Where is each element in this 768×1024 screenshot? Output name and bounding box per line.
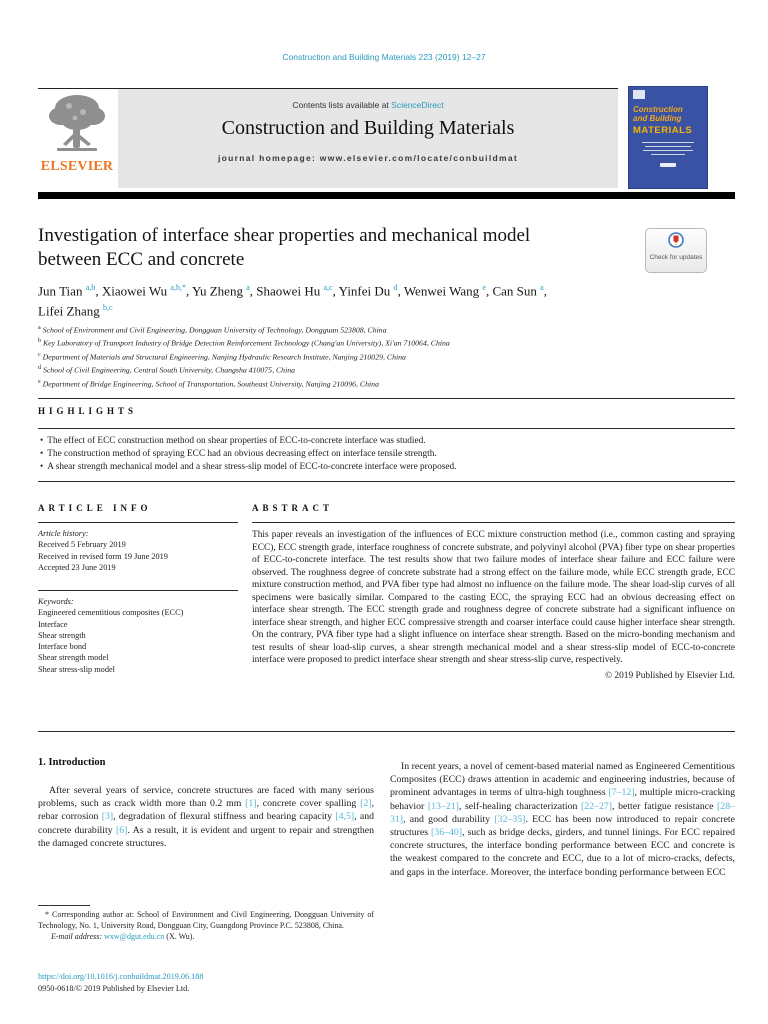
abstract-copyright: © 2019 Published by Elsevier Ltd. xyxy=(604,671,735,682)
check-for-updates-label: Check for updates xyxy=(649,254,703,261)
article-info-heading: ARTICLE INFO xyxy=(38,503,152,513)
elsevier-wordmark: ELSEVIER xyxy=(40,159,114,174)
cover-publisher-mark xyxy=(633,90,645,99)
issn-copyright-line: 0950-0618/© 2019 Published by Elsevier Ltd. xyxy=(38,984,190,993)
abstract-text: This paper reveals an investigation of the influences of ECC mixture construction method (i.e., common casting and spraying ECC), ECC strength grade, interface roughness of concrete substrate, and polyvinyl alcohol (PVA) fiber type on shear properties of ECC-to-concrete interface. The test results show that two failure modes of interface shear failure and ECC failure were observed. The roughness degree of concrete substrate had a strong effect on the failure mode, while ECC strength grade, ECC mixture construction method, and PVA fiber type had almost no influence on the failure mode. The shear load-slip curves of all specimens were basically similar. Compared to the casting ECC, the spraying ECC had an obvious decreasing effect on interface shear strength. The ECC strength grade and roughness degree of concrete substrate had a significant influence on interface shear strength, and higher ECC compressive strength and coarser interface could cause higher interface shear strength. On the contrary, PVA fiber type had a slight influence on interface shear strength. Based on the micro-bonding mechanism and test results of shear load-slip curves, a shear strength mechanical model and a shear stress-slip model of ECC-to-concrete interface were proposed to predict interface shear strength and shear stress-slip curve, respectively. © 2019 Published by Elsevier Ltd. xyxy=(252,530,735,682)
keyword: Shear strength model xyxy=(38,653,109,663)
history-line: Received in revised form 19 June 2019 xyxy=(38,551,168,561)
keyword: Engineered cementitious composites (ECC) xyxy=(38,608,184,618)
highlights-list xyxy=(40,435,730,474)
running-head-citation: Construction and Building Materials 223 (2019) 12–27 xyxy=(282,52,486,62)
article-history xyxy=(38,528,243,573)
affiliation-line: $^c$ Department of Materials and Structural Engineering, Nanjing Hydraulic Research Institute, Nanjing 210029, China xyxy=(38,351,406,362)
affiliation-line: $^b$ Key Laboratory of Transport Industry of Bridge Detection Reinforcement Technology (Chang'an University), Xi'an 710064, China xyxy=(38,338,450,348)
affiliation-line: $^d$ School of Civil Engineering, Central South University, Changsha 410075, China xyxy=(38,365,296,375)
keyword: Shear strength xyxy=(38,630,86,640)
affiliation-line: $^e$ Department of Bridge Engineering, School of Transportation, Southeast University, Nanjing 210096, China xyxy=(38,378,379,389)
keyword: Shear stress-slip model xyxy=(38,664,115,674)
cover-text-line xyxy=(651,154,685,155)
elsevier-tree-icon xyxy=(38,92,116,158)
highlights-heading: HIGHLIGHTS xyxy=(38,406,138,416)
journal-cover-thumbnail[interactable] xyxy=(628,86,708,189)
abstract-bottom-rule xyxy=(38,731,735,732)
keyword: Interface bond xyxy=(38,642,87,652)
check-for-updates-icon xyxy=(668,235,684,252)
cover-title-line2: and Building xyxy=(633,114,682,123)
cover-bottom-mark xyxy=(660,163,676,167)
check-for-updates-badge[interactable] xyxy=(645,228,707,273)
journal-title: Construction and Building Materials xyxy=(221,117,515,139)
elsevier-logo xyxy=(38,92,116,188)
abstract-heading: ABSTRACT xyxy=(252,503,334,513)
introduction-heading: 1. Introduction xyxy=(38,757,106,768)
article-history-label: Article history: xyxy=(38,529,89,538)
sciencedirect-link[interactable]: ScienceDirect xyxy=(391,100,444,110)
article-info-rule xyxy=(38,522,238,523)
affiliation-line: $^a$ School of Environment and Civil Engineering, Dongguan University of Technology, Dongguan 523808, China xyxy=(38,325,387,335)
footnote-divider xyxy=(38,905,90,906)
cover-text-line xyxy=(642,142,694,143)
affiliations xyxy=(38,323,698,390)
keywords-label: Keywords: xyxy=(38,597,74,606)
cover-title-line1: Construction xyxy=(633,105,683,114)
highlight-item: • The effect of ECC construction method on shear properties of ECC-to-concrete interface was studied. xyxy=(40,435,730,448)
doi-link[interactable]: https://doi.org/10.1016/j.conbuildmat.2019.06.188 xyxy=(38,972,204,981)
keywords-rule xyxy=(38,590,238,591)
cover-text-line xyxy=(645,146,691,147)
article-title: Investigation of interface shear properties and mechanical model between ECC and concrete xyxy=(38,225,531,270)
introduction-left-column: After several years of service, concrete structures are faced with many serious problems, such as crack width more than 0.2 mm [1], concrete cover spalling [2], rebar corrosion [3], degradation of flexural stiffness and bearing capacity [4,5], and concrete durability [6]. As a result, it is evident and urgent to repair and strengthen the damaged concrete structures. xyxy=(38,785,375,849)
cover-text-line xyxy=(643,150,693,151)
keyword: Interface xyxy=(38,619,68,629)
history-line: Received 5 February 2019 xyxy=(38,540,126,550)
contents-lists-line: Contents lists available at ScienceDirect xyxy=(292,100,444,110)
keywords-block xyxy=(38,596,243,675)
highlights-heading-rule xyxy=(38,428,735,429)
email-line: E-mail address: wxw@dgut.edu.cn (X. Wu). xyxy=(51,931,195,941)
author-list: Jun Tian $^{a,b}$, Xiaowei Wu $^{a,b,*}$, Yu Zheng $^a$, Shaowei Hu $^{a,c}$, Yinfei Du $^d$, Wenwei Wang $^e$, Can Sun $^a$, Lifei Zhang $^{b,c}$ xyxy=(38,283,547,319)
journal-homepage-link[interactable]: journal homepage: www.elsevier.com/locate/conbuildmat xyxy=(217,153,519,163)
corresponding-author-footnote: * Corresponding author at: School of Environment and Civil Engineering, Dongguan University of Technology, No. 1, University Road, Dongguan City, Guangdong Province P.C. 523808, China. E-mail address: wxw@dgut.edu.cn (X. Wu). xyxy=(38,910,374,941)
history-line: Accepted 23 June 2019 xyxy=(38,562,116,572)
highlight-item: • The construction method of spraying ECC had an obvious decreasing effect on interface tensile strength. xyxy=(40,448,730,461)
journal-masthead-box xyxy=(118,89,618,188)
masthead-black-bar xyxy=(38,192,735,199)
highlights-top-rule xyxy=(38,398,735,399)
highlights-bottom-rule xyxy=(38,481,735,482)
cover-title-line3: MATERIALS xyxy=(633,125,693,136)
abstract-rule xyxy=(252,522,735,523)
highlight-item: • A shear strength mechanical model and a shear stress-slip model of ECC-to-concrete interface were proposed. xyxy=(40,461,730,474)
introduction-right-column: In recent years, a novel of cement-based material named as Engineered Cementitious Composites (ECC) draws attention in academic and engineering industries, because of prominent advantages in terms of ultra-high toughness [7–12], multiple micro-cracking behavior [13–21], self-healing characterization [22–27], better fatigue resistance [28–31], and good durability [32–35]. ECC has been now introduced to repair concrete structures [36–40], such as bridge decks, girders, and tunnel linings. For ECC repaired concrete structures, the interface bonding performance between ECC and concrete is the weakest compared to the concrete and ECC, due to a lot of micro-cracks, defects, and gaps in the interface. Moreover, the interface bonding performance between ECC xyxy=(390,761,736,878)
